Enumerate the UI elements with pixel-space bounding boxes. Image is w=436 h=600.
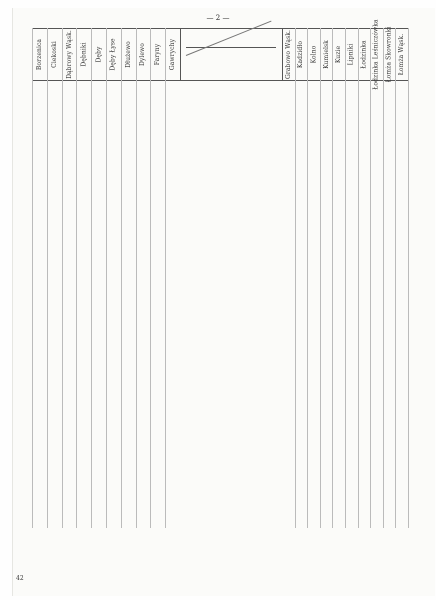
right-column-separator — [408, 28, 409, 528]
left-column-label-text: Ciekoski — [50, 40, 58, 68]
header-bottom-rule — [32, 80, 408, 81]
left-column-separator — [136, 28, 137, 528]
header-divider-left — [180, 28, 181, 80]
left-column-label — [62, 30, 77, 78]
left-column-label-text: Borzenica — [35, 38, 43, 70]
right-column-separator — [320, 28, 321, 528]
page-number: — 2 — — [206, 14, 230, 22]
right-column-label — [320, 30, 333, 78]
right-column-separator — [395, 28, 396, 528]
right-column-separator — [295, 28, 296, 528]
right-column-label-text: Łodzinka Leśniczówka — [372, 18, 380, 90]
left-column-label — [91, 30, 106, 78]
right-column-label — [282, 30, 295, 78]
left-column-label-text: Gawrychy — [169, 38, 177, 70]
footer-page-number: 42 — [16, 575, 24, 582]
right-column-label — [383, 26, 396, 82]
right-column-label — [358, 30, 371, 78]
left-column-label — [47, 30, 62, 78]
left-column-separator — [76, 28, 77, 528]
right-column-label-text: Kumielsk — [322, 39, 330, 69]
left-column-separator — [150, 28, 151, 528]
left-column-label-text: Dłużewo — [124, 40, 132, 68]
header-top-rule — [32, 28, 408, 29]
left-column-label — [165, 30, 180, 78]
right-column-label-text: Lipniki — [347, 43, 355, 65]
right-column-label — [332, 30, 345, 78]
header-od-rule — [186, 47, 276, 48]
left-column-separator — [106, 28, 107, 528]
right-column-separator — [332, 28, 333, 528]
left-column-label-text: Dęby Łyse — [109, 37, 117, 71]
right-column-separator — [358, 28, 359, 528]
left-column-label-text: Dęby — [95, 46, 103, 62]
left-column-separator — [91, 28, 92, 528]
left-column-label-text: Dębniki — [80, 41, 88, 67]
left-column-separator — [165, 28, 166, 528]
left-column-label — [76, 30, 91, 78]
left-column-label — [121, 30, 136, 78]
left-column-separator — [121, 28, 122, 528]
left-column-label — [136, 30, 151, 78]
left-column-separator — [32, 28, 33, 528]
right-column-label-text: Kuzie — [335, 45, 343, 63]
left-column-label — [150, 30, 165, 78]
right-column-label — [295, 30, 308, 78]
left-column-label-text: Faryny — [154, 43, 162, 65]
left-column-label-text: Dylewo — [139, 42, 147, 66]
right-column-separator — [307, 28, 308, 528]
left-column-separator — [47, 28, 48, 528]
left-column-label-text: Dąbrowy Wąsk. — [65, 29, 73, 79]
right-column-label-text: Łodzinka — [360, 39, 368, 69]
right-column-label-text: Łomża Skowronki — [385, 26, 393, 82]
right-column-separator — [383, 28, 384, 528]
right-column-label-text: Kadzidło — [297, 40, 305, 68]
right-column-separator — [370, 28, 371, 528]
right-column-label — [370, 18, 383, 90]
right-column-label-text: Łomża Wąsk. — [398, 33, 406, 75]
left-column-label — [106, 30, 121, 78]
right-column-label — [395, 30, 408, 78]
right-column-separator — [345, 28, 346, 528]
right-column-label — [307, 30, 320, 78]
right-column-label-text: Kolno — [309, 45, 317, 63]
left-column-separator — [62, 28, 63, 528]
right-column-label-text: Grabowo Wąsk. — [284, 29, 292, 79]
left-column-label — [32, 30, 47, 78]
right-column-label — [345, 30, 358, 78]
